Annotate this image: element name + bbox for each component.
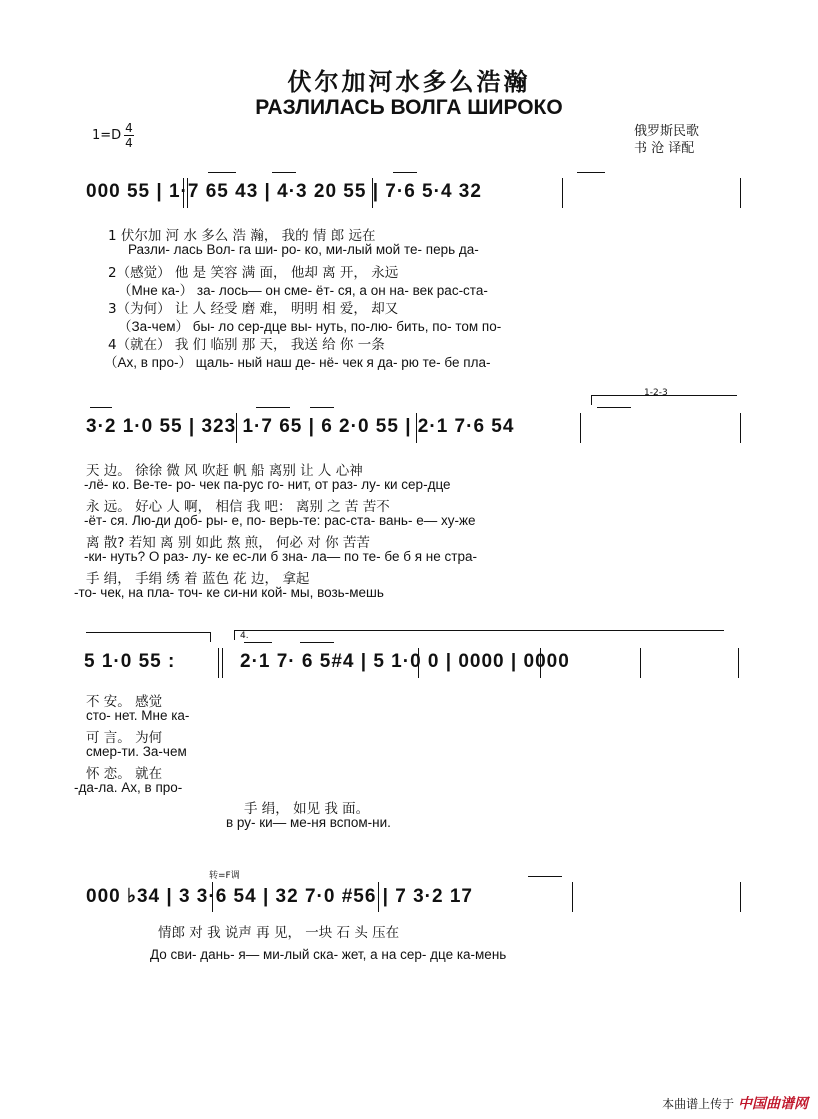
barline	[540, 648, 541, 678]
barline	[738, 648, 739, 678]
lyric-line: смер-ти. За-чем	[86, 744, 187, 759]
repeat-end-barline-2	[222, 648, 223, 678]
title-russian: РАЗЛИЛАСЬ ВОЛГА ШИРОКО	[255, 96, 563, 119]
lyric-line: сто- нет. Мне ка-	[86, 708, 190, 723]
lyric-line: -ёт- ся. Лю-ди доб- ры- е, по- верь-те: рас-ста- вань- е— ху-же	[84, 513, 476, 528]
notation-line-1: 000 55 | 1·7 65 43 | 4·3 20 55 | 7·6 5·4 32	[86, 181, 482, 202]
lyric-line: （За-чем） бы- ло сер-дце вы- нуть, по-лю- бить, по- том по-	[118, 319, 502, 334]
volta-bracket-123-continued	[86, 632, 210, 633]
title-chinese: 伏尔加河水多么浩瀚	[287, 67, 531, 96]
lyric-line: Разли- лась Вол- га ши- ро- ко, ми-лый мой те- перь да-	[128, 242, 479, 257]
lyric-line: 手 绢， 如见 我 面。	[244, 801, 370, 817]
barline	[378, 882, 379, 912]
modulation-marker: 转=F调	[209, 871, 240, 881]
notation-line-3a: 5 1·0 55 :	[84, 651, 176, 672]
barline	[572, 882, 573, 912]
key-signature: 1=D	[92, 128, 122, 143]
credit-translator: 书 沧 译配	[634, 141, 695, 156]
volta-bracket-end	[210, 632, 211, 642]
lyric-line: 可 言。 为何	[86, 730, 163, 746]
lyric-line: -лё- ко. Ве-те- ро- чек па-рус го- нит, от раз- лу- ки сер-дце	[84, 477, 451, 492]
slur	[300, 642, 334, 643]
slur	[256, 407, 290, 408]
lyric-line: -ки- нуть? О раз- лу- ке ес-ли б зна- ла— по те- бе б я не стра-	[84, 549, 477, 564]
barline	[580, 413, 581, 443]
lyric-line: 3（为何） 让 人 经受 磨 难， 明明 相 爱， 却又	[108, 301, 399, 317]
time-signature-top: 4	[125, 121, 133, 135]
lyric-line: 天 边。 徐徐 微 风 吹赶 帆 船 离别 让 人 心神	[86, 463, 363, 479]
slur	[393, 172, 417, 173]
lyric-line: （Мне ка-） за- лось— он сме- ёт- ся, а он на- век рас-ста-	[118, 283, 488, 298]
footer-credit	[662, 1093, 808, 1113]
barline	[740, 178, 741, 208]
barline	[372, 178, 373, 208]
lyric-line: 怀 恋。 就在	[86, 766, 163, 782]
slur	[577, 172, 605, 173]
slur	[272, 172, 296, 173]
slur	[90, 407, 112, 408]
lyric-line: 1 伏尔加 河 水 多么 浩 瀚， 我的 情 郎 远在	[108, 228, 376, 244]
volta-bracket-start	[234, 630, 235, 640]
lyric-line: До сви- дань- я— ми-лый ска- жет, а на сер- дце ка-мень	[150, 947, 507, 962]
lyric-line: -да-ла. Ах, в про-	[74, 780, 183, 795]
volta-label: 4.	[240, 631, 249, 641]
lyric-line: в ру- ки— ме-ня вспом-ни.	[226, 815, 391, 830]
lyric-line: 手 绢， 手绢 绣 着 蓝色 花 边， 拿起	[86, 571, 310, 587]
volta-bracket	[234, 630, 724, 631]
repeat-end-barline	[218, 648, 219, 678]
barline	[416, 413, 417, 443]
repeat-start-barline-2	[187, 178, 188, 208]
lyric-line: 离 散? 若知 离 别 如此 熬 煎， 何必 对 你 苦苦	[86, 535, 370, 551]
barline	[740, 882, 741, 912]
repeat-start-barline	[183, 178, 184, 208]
lyric-line: 2（感觉） 他 是 笑容 满 面， 他却 离 开， 永远	[108, 265, 399, 281]
barline	[236, 413, 237, 443]
lyric-line: 不 安。 感觉	[86, 694, 163, 710]
barline	[212, 882, 213, 912]
lyric-line: 永 远。 好心 人 啊， 相信 我 吧： 离别 之 苦 苦不	[86, 499, 390, 515]
notation-line-3b: 2·1 7· 6 5#4 | 5 1·0 0 | 0000 | 0000	[240, 651, 570, 672]
volta-bracket-end	[591, 395, 592, 405]
barline	[640, 648, 641, 678]
barline	[740, 413, 741, 443]
credit-origin: 俄罗斯民歌	[634, 124, 700, 139]
lyric-line: 4（就在） 我 们 临别 那 天， 我送 给 你 一条	[108, 337, 385, 353]
slur	[597, 407, 631, 408]
volta-label: 1-2-3	[644, 388, 668, 398]
time-signature	[124, 121, 134, 150]
barline	[562, 178, 563, 208]
notation-line-2: 3·2 1·0 55 | 323 1·7 65 | 6 2·0 55 | 2·1 7·6 54	[86, 416, 515, 437]
lyric-line: -то- чек, на пла- точ- ке си-ни кой- мы, возь-мешь	[74, 585, 384, 600]
time-signature-bottom: 4	[125, 136, 133, 150]
footer-text: 本曲谱上传于	[662, 1097, 735, 1111]
volta-bracket	[591, 395, 737, 396]
slur	[310, 407, 334, 408]
lyric-line: 情郎 对 我 说声 再 见， 一块 石 头 压在	[158, 925, 400, 941]
slur	[208, 172, 236, 173]
site-logo[interactable]: 中国曲谱网	[738, 1096, 808, 1112]
barline	[418, 648, 419, 678]
slur	[244, 642, 272, 643]
notation-line-4: 000 ♭34 | 3 3·6 54 | 32 7·0 #56 | 7 3·2 17	[86, 886, 473, 907]
slur	[528, 876, 562, 877]
lyric-line: （Ах, в про-） щаль- ный наш де- нё- чек я да- рю те- бе пла-	[104, 355, 491, 370]
